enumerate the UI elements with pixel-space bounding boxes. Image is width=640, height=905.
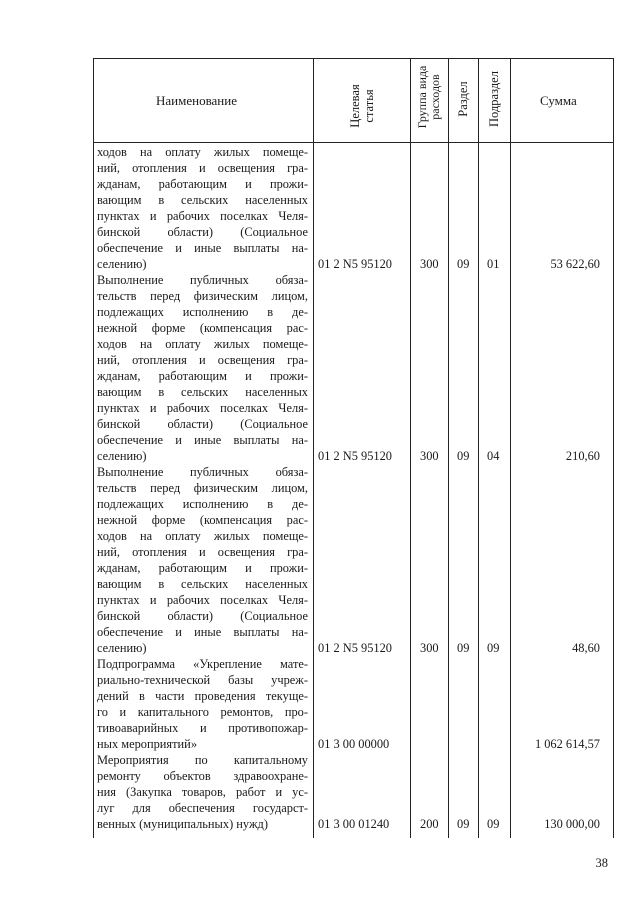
- header-group-line2: расходов: [428, 74, 442, 120]
- col-border-group: [448, 58, 449, 838]
- row-text-line: бинской области) (Социальное: [97, 225, 308, 239]
- table-row-name: [97, 752, 308, 832]
- row-text-line: пунктах и рабочих поселках Челя-: [97, 401, 308, 415]
- section-code: 09: [457, 641, 470, 655]
- row-text-line: ремонту объектов здравоохране-: [97, 769, 308, 783]
- row-text-line: селению): [97, 257, 147, 271]
- table-top-border: [93, 58, 613, 59]
- row-text-line: селению): [97, 641, 147, 655]
- row-text-line: луг для обеспечения государст-: [97, 801, 308, 815]
- expense-group-code: 300: [420, 641, 439, 655]
- row-text-line: бинской области) (Социальное: [97, 609, 308, 623]
- row-text-line: ходов на оплату жилых помеще-: [97, 337, 308, 351]
- expense-group-code: 300: [420, 257, 439, 271]
- row-text-line: вающим в сельских населенных: [97, 577, 308, 591]
- header-target-article: [348, 66, 376, 146]
- row-text-line: обеспечение и иные выплаты на-: [97, 241, 308, 255]
- row-text-line: го и капитального ремонтов, про-: [97, 705, 308, 719]
- row-text-line: тельств перед физическим лицом,: [97, 481, 308, 495]
- col-border-subsection: [510, 58, 511, 838]
- table-row-name: [97, 144, 308, 272]
- sum-value: 48,60: [572, 641, 600, 655]
- col-border-target: [410, 58, 411, 838]
- expense-group-code: 300: [420, 449, 439, 463]
- target-article-code: 01 2 N5 95120: [318, 641, 392, 655]
- row-text-line: вающим в сельских населенных: [97, 193, 308, 207]
- row-text-line: пунктах и рабочих поселках Челя-: [97, 593, 308, 607]
- table-row-name: [97, 464, 308, 656]
- row-text-line: Мероприятия по капитальному: [97, 753, 308, 767]
- header-target-line1: Целевая: [348, 84, 362, 128]
- target-article-code: 01 3 00 01240: [318, 817, 390, 831]
- col-border-name: [313, 58, 314, 838]
- section-code: 09: [457, 257, 470, 271]
- row-text-line: жданам, работающим и прожи-: [97, 177, 308, 191]
- row-text-line: подлежащих исполнению в де-: [97, 305, 308, 319]
- subsection-code: 09: [487, 641, 500, 655]
- row-text-line: селению): [97, 449, 147, 463]
- col-border-section: [478, 58, 479, 838]
- section-code: 09: [457, 817, 470, 831]
- row-text-line: Выполнение публичных обяза-: [97, 273, 308, 287]
- row-text-line: ний, отопления и освещения гра-: [97, 353, 308, 367]
- row-text-line: ния (Закупка товаров, работ и ус-: [97, 785, 308, 799]
- target-article-code: 01 3 00 00000: [318, 737, 390, 751]
- row-text-line: жданам, работающим и прожи-: [97, 369, 308, 383]
- row-text-line: Выполнение публичных обяза-: [97, 465, 308, 479]
- subsection-code: 01: [487, 257, 500, 271]
- table-row-name: [97, 272, 308, 464]
- sum-value: 1 062 614,57: [534, 737, 600, 751]
- row-text-line: ходов на оплату жилых помеще-: [97, 145, 308, 159]
- header-group-line1: Группа вида: [415, 65, 429, 129]
- target-article-code: 01 2 N5 95120: [318, 449, 392, 463]
- row-text-line: нежной форме (компенсация рас-: [97, 513, 308, 527]
- row-text-line: ных мероприятий»: [97, 737, 198, 751]
- sum-value: 130 000,00: [544, 817, 600, 831]
- table-row-name: [97, 656, 308, 752]
- header-section: Раздел: [456, 81, 470, 117]
- row-text-line: пунктах и рабочих поселках Челя-: [97, 209, 308, 223]
- name-column: [97, 144, 308, 832]
- section-code: 09: [457, 449, 470, 463]
- sum-value: 210,60: [565, 449, 600, 463]
- row-text-line: тивоаварийных и противопожар-: [97, 721, 308, 735]
- sum-value: 53 622,60: [550, 257, 600, 271]
- row-text-line: венных (муниципальных) нужд): [97, 817, 268, 831]
- row-text-line: бинской области) (Социальное: [97, 417, 308, 431]
- row-text-line: ний, отопления и освещения гра-: [97, 545, 308, 559]
- row-text-line: обеспечение и иные выплаты на-: [97, 625, 308, 639]
- col-border-right: [613, 58, 614, 838]
- row-text-line: тельств перед физическим лицом,: [97, 289, 308, 303]
- col-border-left: [93, 58, 94, 838]
- row-text-line: ходов на оплату жилых помеще-: [97, 529, 308, 543]
- header-sum: Сумма: [540, 93, 577, 108]
- header-target-line2: статья: [362, 89, 376, 123]
- row-text-line: обеспечение и иные выплаты на-: [97, 433, 308, 447]
- subsection-code: 04: [487, 449, 500, 463]
- row-text-line: нежной форме (компенсация рас-: [97, 321, 308, 335]
- subsection-code: 09: [487, 817, 500, 831]
- row-text-line: дений в части проведения текуще-: [97, 689, 308, 703]
- header-subsection: Подраздел: [487, 71, 501, 127]
- row-text-line: риально-технической базы учреж-: [97, 673, 308, 687]
- row-text-line: вающим в сельских населенных: [97, 385, 308, 399]
- header-expense-group: [416, 57, 442, 137]
- header-name: Наименование: [156, 93, 237, 108]
- row-text-line: подлежащих исполнению в де-: [97, 497, 308, 511]
- target-article-code: 01 2 N5 95120: [318, 257, 392, 271]
- expense-group-code: 200: [420, 817, 439, 831]
- page-number: 38: [595, 856, 608, 870]
- row-text-line: Подпрограмма «Укрепление мате-: [97, 657, 308, 671]
- row-text-line: жданам, работающим и прожи-: [97, 561, 308, 575]
- row-text-line: ний, отопления и освещения гра-: [97, 161, 308, 175]
